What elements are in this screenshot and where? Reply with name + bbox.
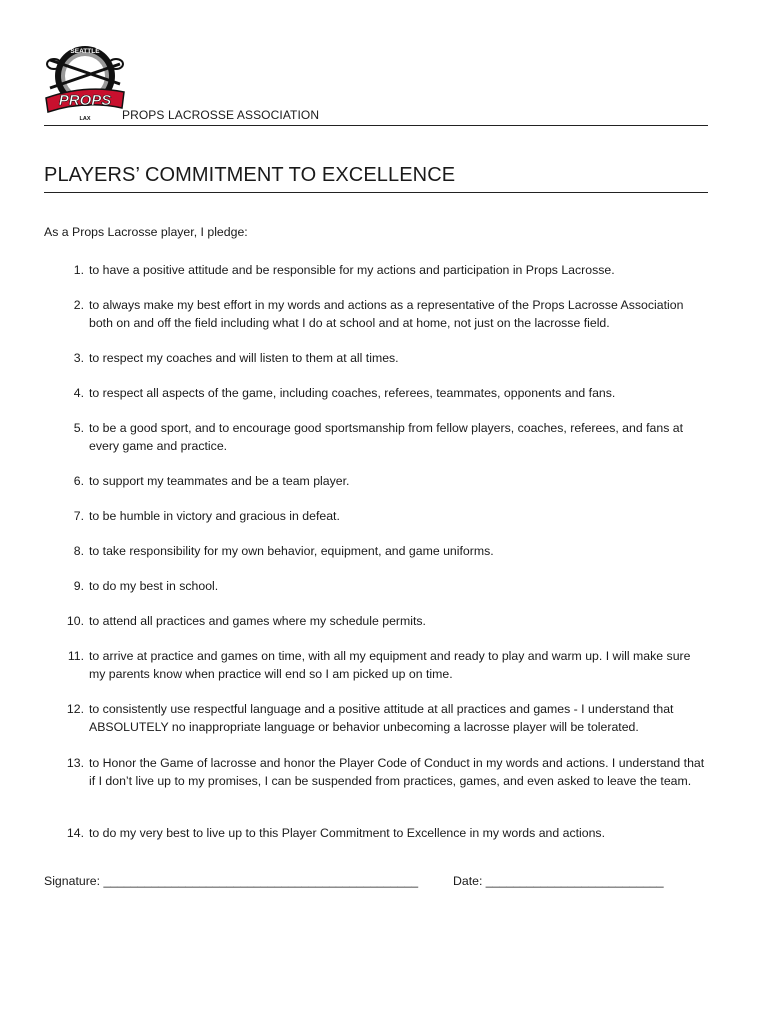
item-number: 3. xyxy=(73,351,84,365)
header-divider xyxy=(44,125,708,126)
item-number: 13. xyxy=(66,756,84,770)
item-number: 10. xyxy=(66,614,84,628)
item-text: to have a positive attitude and be responsible for my actions and participation in Props Lacrosse. xyxy=(89,263,615,277)
item-number: 9. xyxy=(73,579,84,593)
logo-text-main: PROPS xyxy=(58,92,112,109)
title-divider xyxy=(44,192,708,193)
item-text: to do my best in school. xyxy=(89,579,219,593)
item-text: to respect my coaches and will listen to them at all times. xyxy=(89,351,399,365)
item-text: to do my very best to live up to this Player Commitment to Excellence in my words and actions. xyxy=(89,826,606,840)
item-number: 6. xyxy=(73,474,84,488)
item-number: 2. xyxy=(73,298,84,312)
item-number: 14. xyxy=(66,826,84,840)
date-line[interactable]: Date: __________________________ xyxy=(453,874,664,888)
item-number: 12. xyxy=(66,702,84,716)
item-number: 1. xyxy=(73,263,84,277)
item-number: 5. xyxy=(73,421,84,435)
signature-line[interactable]: Signature: ______________________________________________ xyxy=(44,874,419,888)
props-lacrosse-logo xyxy=(42,40,126,124)
item-number: 8. xyxy=(73,544,84,558)
intro-text: As a Props Lacrosse player, I pledge: xyxy=(44,225,248,239)
item-number: 4. xyxy=(73,386,84,400)
item-text: to attend all practices and games where my schedule permits. xyxy=(89,614,426,628)
item-text: to take responsibility for my own behavior, equipment, and game uniforms. xyxy=(89,544,494,558)
item-text: to Honor the Game of lacrosse and honor the Player Code of Conduct in my words and actions. I understand that if I don’t live up to my promises, I can be suspended from practices, games, and even asked to leave the team. xyxy=(89,756,705,788)
item-text: to arrive at practice and games on time, with all my equipment and ready to play and warm up. I will make sure my parents know when practice will end so I am picked up on time. xyxy=(89,649,691,681)
page-title: PLAYERS’ COMMITMENT TO EXCELLENCE xyxy=(44,164,456,186)
organization-name: PROPS LACROSSE ASSOCIATION xyxy=(122,108,320,122)
item-text: to respect all aspects of the game, including coaches, referees, teammates, opponents and fans. xyxy=(89,386,616,400)
logo-text-top: SEATTLE xyxy=(70,48,100,55)
item-text: to always make my best effort in my words and actions as a representative of the Props Lacrosse Association both on and off the field including what I do at school and at home, not just on the lacrosse field. xyxy=(89,298,684,330)
logo-text-bottom: LAX xyxy=(79,116,91,122)
item-text: to be humble in victory and gracious in defeat. xyxy=(89,509,340,523)
item-text: to consistently use respectful language and a positive attitude at all practices and games - I understand that ABSOLUTELY no inappropriate language or behavior unbecoming a lacrosse player will be tolerated. xyxy=(89,702,674,734)
item-text: to support my teammates and be a team player. xyxy=(89,474,350,488)
item-number: 7. xyxy=(73,509,84,523)
item-number: 11. xyxy=(67,649,84,663)
item-text: to be a good sport, and to encourage good sportsmanship from fellow players, coaches, referees, and fans at every game and practice. xyxy=(89,421,684,453)
